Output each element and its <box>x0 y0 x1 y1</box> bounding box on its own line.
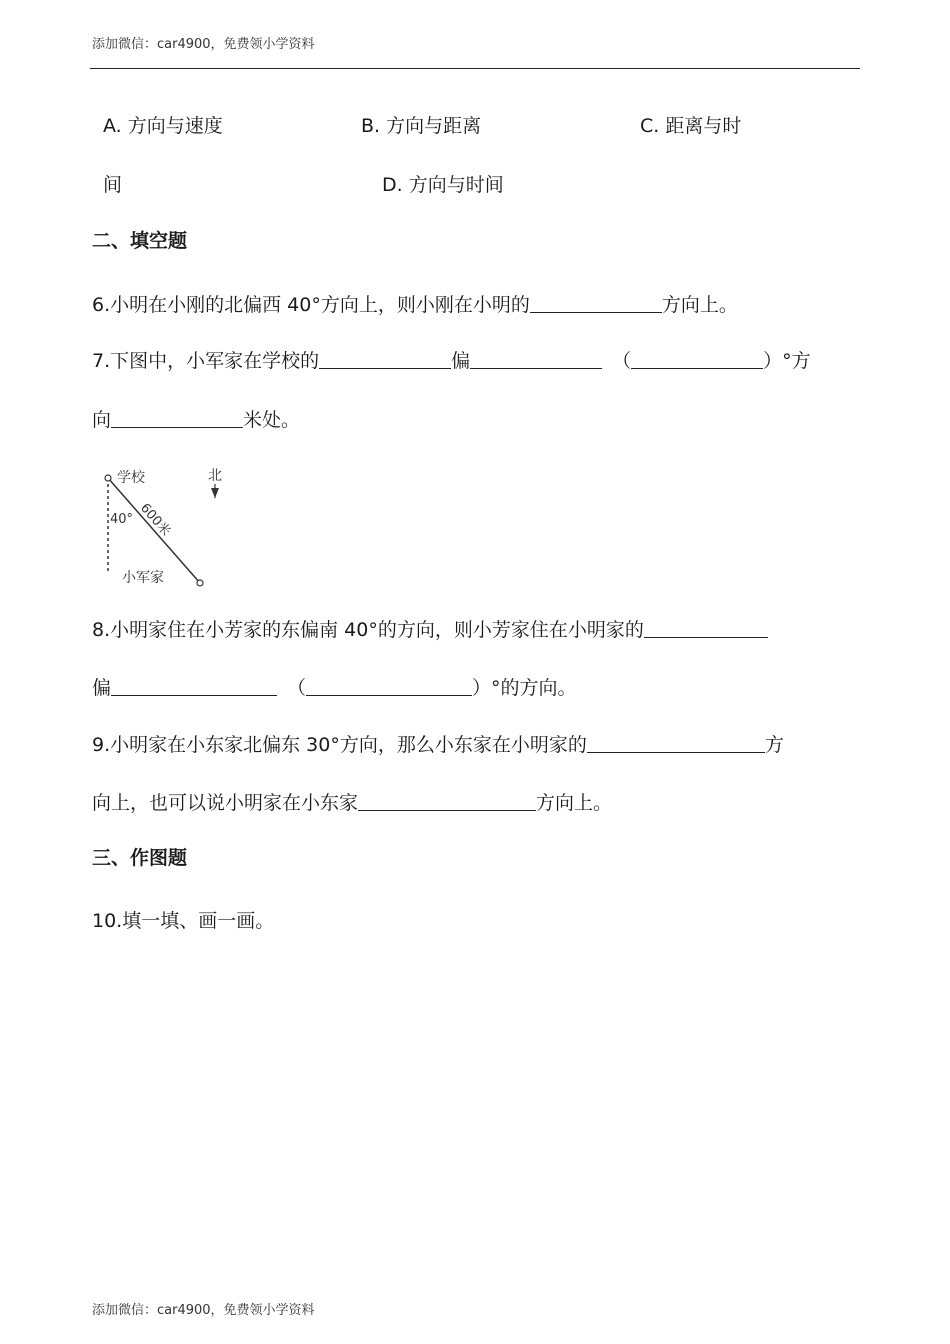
option-c: C. 距离与时 <box>640 115 742 137</box>
q9-text-3: 向上，也可以说小明家在小东家 <box>92 792 359 814</box>
q7-text-2: 偏 <box>451 350 471 372</box>
q7-text-4: ）°方 <box>763 350 811 372</box>
option-b: B. 方向与距离 <box>361 115 482 137</box>
q7-text-1: 7.下图中，小军家在学校的 <box>92 350 320 372</box>
question-8-line-2 <box>92 675 577 701</box>
option-d: D. 方向与时间 <box>382 174 504 196</box>
q7-blank-2[interactable] <box>470 348 602 369</box>
q8-text-1: 8.小明家住在小芳家的东偏南 40°的方向，则小芳家住在小明家的 <box>92 619 644 641</box>
q8-blank-1[interactable] <box>644 617 768 638</box>
question-8 <box>92 617 768 643</box>
question-6 <box>92 292 738 318</box>
option-c-continued: 间 <box>103 174 123 196</box>
question-7-line-2 <box>92 407 300 433</box>
q9-text-4: 方向上。 <box>536 792 613 814</box>
q7-text-5: 向 <box>92 409 112 431</box>
direction-diagram <box>96 462 236 592</box>
home-label: 小军家 <box>122 570 164 586</box>
q8-blank-2[interactable] <box>111 675 277 696</box>
page-footer-text: 添加微信：car4900，免费领小学资料 <box>92 1303 315 1318</box>
question-7 <box>92 348 811 374</box>
question-9-line-2 <box>92 790 612 816</box>
q6-text-1: 6.小明在小刚的北偏西 40°方向上，则小刚在小明的 <box>92 294 530 316</box>
section-title-fill-blank: 二、填空题 <box>92 230 188 252</box>
angle-label: 40° <box>110 512 134 527</box>
q9-blank-1[interactable] <box>587 732 765 753</box>
header-rule <box>90 68 860 69</box>
q9-text-1: 9.小明家在小东家北偏东 30°方向，那么小东家在小明家的 <box>92 734 587 756</box>
distance-label: 600米 <box>136 500 174 540</box>
north-label: 北 <box>208 468 222 484</box>
q7-text-6: 米处。 <box>243 409 301 431</box>
q8-text-2: 偏 <box>92 677 112 699</box>
home-point-icon <box>197 580 203 586</box>
q8-text-3: （ <box>287 677 307 699</box>
q8-text-4: ）°的方向。 <box>472 677 577 699</box>
q7-blank-3[interactable] <box>631 348 763 369</box>
q9-text-2: 方 <box>764 734 784 756</box>
q8-blank-3[interactable] <box>306 675 472 696</box>
question-9 <box>92 732 784 758</box>
option-a: A. 方向与速度 <box>103 115 223 137</box>
q6-blank[interactable] <box>530 292 662 313</box>
q7-blank-4[interactable] <box>111 407 243 428</box>
section-title-drawing: 三、作图题 <box>92 847 188 869</box>
school-point-icon <box>105 475 111 481</box>
page-header-text: 添加微信：car4900，免费领小学资料 <box>92 37 315 52</box>
q9-blank-2[interactable] <box>358 790 536 811</box>
q7-blank-1[interactable] <box>319 348 451 369</box>
school-label: 学校 <box>117 470 145 486</box>
q7-text-3: （ <box>612 350 632 372</box>
question-10: 10.填一填、画一画。 <box>92 910 275 932</box>
q6-text-2: 方向上。 <box>661 294 738 316</box>
school-to-home-line <box>108 478 200 583</box>
